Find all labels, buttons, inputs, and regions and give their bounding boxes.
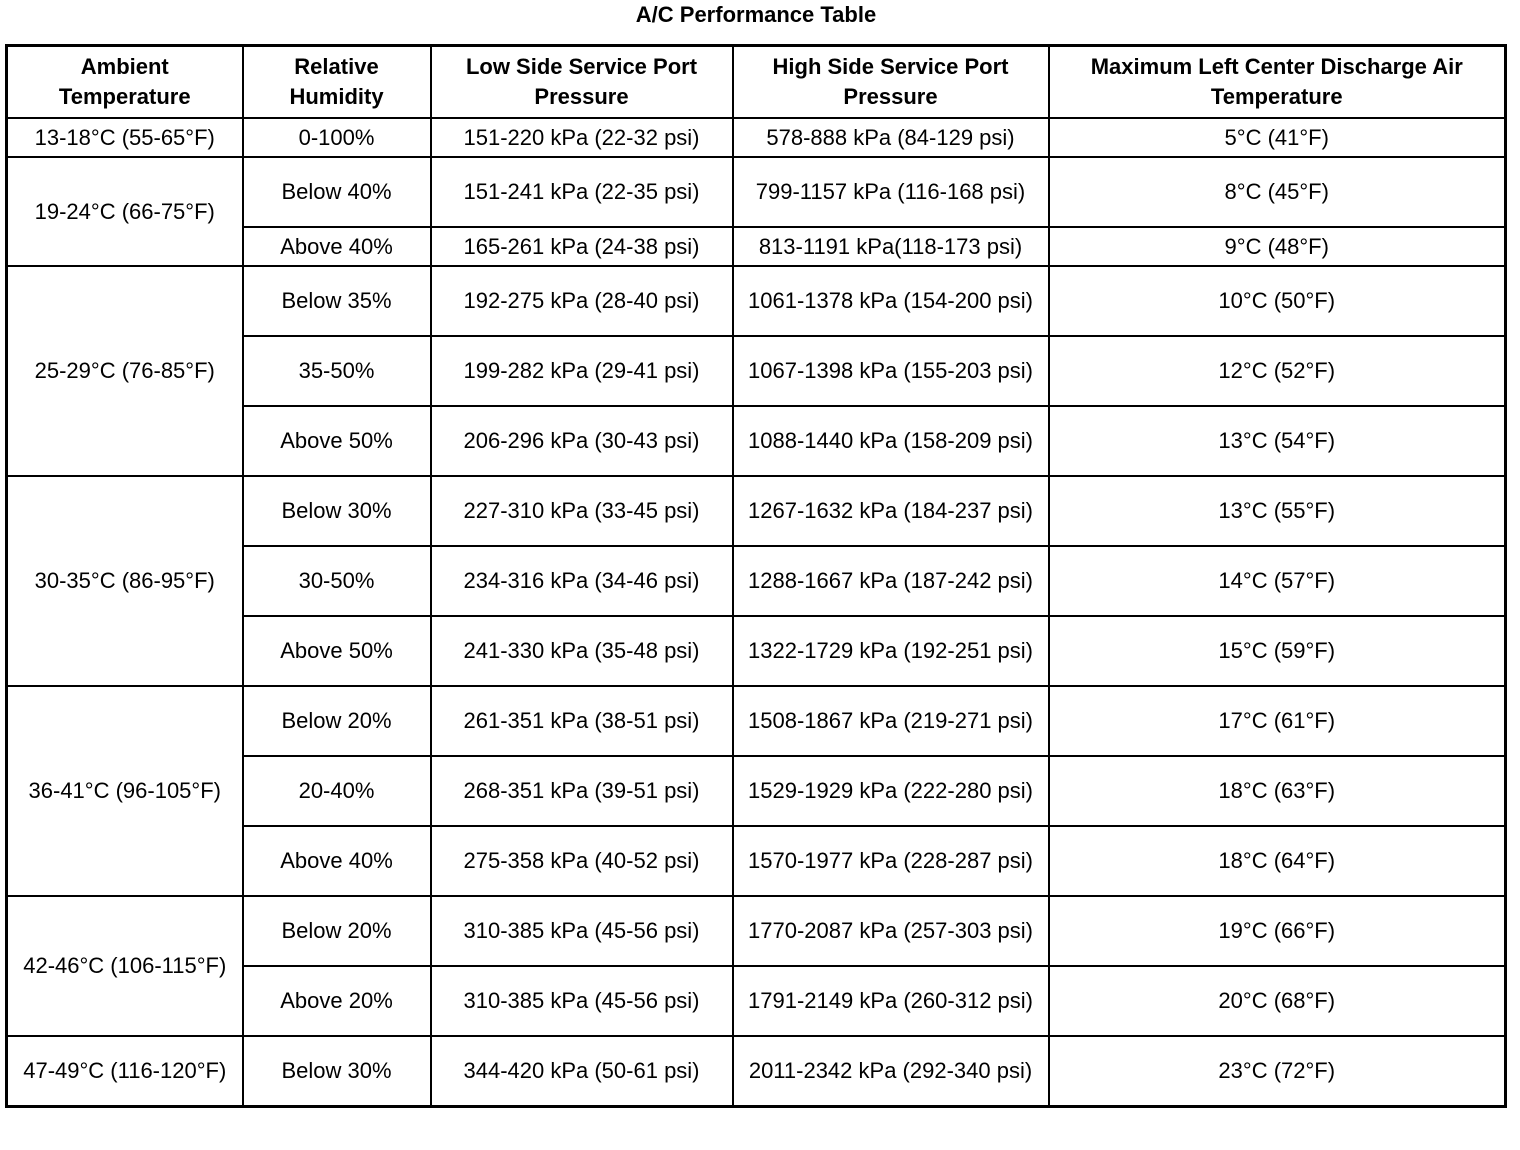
max-discharge-temp-cell: 13°C (55°F) <box>1049 476 1506 546</box>
ambient-temperature-cell: 42-46°C (106-115°F) <box>7 896 243 1036</box>
high-side-pressure-cell: 1791-2149 kPa (260-312 psi) <box>733 966 1049 1036</box>
header-ambient-temperature: Ambient Temperature <box>7 46 243 119</box>
table-row <box>7 896 1506 966</box>
low-side-pressure-cell: 165-261 kPa (24-38 psi) <box>431 227 733 266</box>
high-side-pressure-cell: 1529-1929 kPa (222-280 psi) <box>733 756 1049 826</box>
humidity-cell: Below 20% <box>243 686 431 756</box>
humidity-cell: 20-40% <box>243 756 431 826</box>
low-side-pressure-cell: 268-351 kPa (39-51 psi) <box>431 756 733 826</box>
max-discharge-temp-cell: 14°C (57°F) <box>1049 546 1506 616</box>
humidity-cell: Above 20% <box>243 966 431 1036</box>
max-discharge-temp-cell: 23°C (72°F) <box>1049 1036 1506 1107</box>
table-row <box>7 118 1506 157</box>
low-side-pressure-cell: 275-358 kPa (40-52 psi) <box>431 826 733 896</box>
low-side-pressure-cell: 234-316 kPa (34-46 psi) <box>431 546 733 616</box>
low-side-pressure-cell: 151-220 kPa (22-32 psi) <box>431 118 733 157</box>
table-row <box>7 157 1506 227</box>
low-side-pressure-cell: 310-385 kPa (45-56 psi) <box>431 966 733 1036</box>
header-relative-humidity: Relative Humidity <box>243 46 431 119</box>
max-discharge-temp-cell: 18°C (64°F) <box>1049 826 1506 896</box>
low-side-pressure-cell: 199-282 kPa (29-41 psi) <box>431 336 733 406</box>
high-side-pressure-cell: 1322-1729 kPa (192-251 psi) <box>733 616 1049 686</box>
ambient-temperature-cell: 36-41°C (96-105°F) <box>7 686 243 896</box>
humidity-cell: Below 30% <box>243 476 431 546</box>
high-side-pressure-cell: 1570-1977 kPa (228-287 psi) <box>733 826 1049 896</box>
ambient-temperature-cell: 25-29°C (76-85°F) <box>7 266 243 476</box>
humidity-cell: Below 40% <box>243 157 431 227</box>
humidity-cell: Below 20% <box>243 896 431 966</box>
humidity-cell: Above 40% <box>243 826 431 896</box>
max-discharge-temp-cell: 13°C (54°F) <box>1049 406 1506 476</box>
header-high-side-pressure: High Side Service Port Pressure <box>733 46 1049 119</box>
humidity-cell: Below 35% <box>243 266 431 336</box>
max-discharge-temp-cell: 5°C (41°F) <box>1049 118 1506 157</box>
high-side-pressure-cell: 1288-1667 kPa (187-242 psi) <box>733 546 1049 616</box>
max-discharge-temp-cell: 10°C (50°F) <box>1049 266 1506 336</box>
max-discharge-temp-cell: 19°C (66°F) <box>1049 896 1506 966</box>
humidity-cell: 0-100% <box>243 118 431 157</box>
high-side-pressure-cell: 799-1157 kPa (116-168 psi) <box>733 157 1049 227</box>
ambient-temperature-cell: 47-49°C (116-120°F) <box>7 1036 243 1107</box>
header-low-side-pressure: Low Side Service Port Pressure <box>431 46 733 119</box>
high-side-pressure-cell: 1088-1440 kPa (158-209 psi) <box>733 406 1049 476</box>
ac-performance-table <box>5 44 1507 1108</box>
low-side-pressure-cell: 151-241 kPa (22-35 psi) <box>431 157 733 227</box>
humidity-cell: Above 50% <box>243 406 431 476</box>
table-row <box>7 1036 1506 1107</box>
humidity-cell: Above 50% <box>243 616 431 686</box>
max-discharge-temp-cell: 20°C (68°F) <box>1049 966 1506 1036</box>
high-side-pressure-cell: 813-1191 kPa(118-173 psi) <box>733 227 1049 266</box>
low-side-pressure-cell: 344-420 kPa (50-61 psi) <box>431 1036 733 1107</box>
low-side-pressure-cell: 310-385 kPa (45-56 psi) <box>431 896 733 966</box>
ambient-temperature-cell: 30-35°C (86-95°F) <box>7 476 243 686</box>
max-discharge-temp-cell: 15°C (59°F) <box>1049 616 1506 686</box>
low-side-pressure-cell: 241-330 kPa (35-48 psi) <box>431 616 733 686</box>
humidity-cell: Below 30% <box>243 1036 431 1107</box>
high-side-pressure-cell: 1508-1867 kPa (219-271 psi) <box>733 686 1049 756</box>
table-row <box>7 686 1506 756</box>
humidity-cell: 35-50% <box>243 336 431 406</box>
max-discharge-temp-cell: 12°C (52°F) <box>1049 336 1506 406</box>
high-side-pressure-cell: 1770-2087 kPa (257-303 psi) <box>733 896 1049 966</box>
low-side-pressure-cell: 206-296 kPa (30-43 psi) <box>431 406 733 476</box>
max-discharge-temp-cell: 8°C (45°F) <box>1049 157 1506 227</box>
high-side-pressure-cell: 578-888 kPa (84-129 psi) <box>733 118 1049 157</box>
high-side-pressure-cell: 1061-1378 kPa (154-200 psi) <box>733 266 1049 336</box>
max-discharge-temp-cell: 9°C (48°F) <box>1049 227 1506 266</box>
ambient-temperature-cell: 19-24°C (66-75°F) <box>7 157 243 266</box>
table-title: A/C Performance Table <box>635 2 877 27</box>
humidity-cell: 30-50% <box>243 546 431 616</box>
header-row <box>7 46 1506 119</box>
high-side-pressure-cell: 2011-2342 kPa (292-340 psi) <box>733 1036 1049 1107</box>
high-side-pressure-cell: 1067-1398 kPa (155-203 psi) <box>733 336 1049 406</box>
humidity-cell: Above 40% <box>243 227 431 266</box>
low-side-pressure-cell: 227-310 kPa (33-45 psi) <box>431 476 733 546</box>
max-discharge-temp-cell: 18°C (63°F) <box>1049 756 1506 826</box>
table-row <box>7 476 1506 546</box>
low-side-pressure-cell: 261-351 kPa (38-51 psi) <box>431 686 733 756</box>
header-max-discharge-temperature: Maximum Left Center Discharge Air Temperature <box>1049 46 1506 119</box>
low-side-pressure-cell: 192-275 kPa (28-40 psi) <box>431 266 733 336</box>
ambient-temperature-cell: 13-18°C (55-65°F) <box>7 118 243 157</box>
max-discharge-temp-cell: 17°C (61°F) <box>1049 686 1506 756</box>
high-side-pressure-cell: 1267-1632 kPa (184-237 psi) <box>733 476 1049 546</box>
table-row <box>7 266 1506 336</box>
